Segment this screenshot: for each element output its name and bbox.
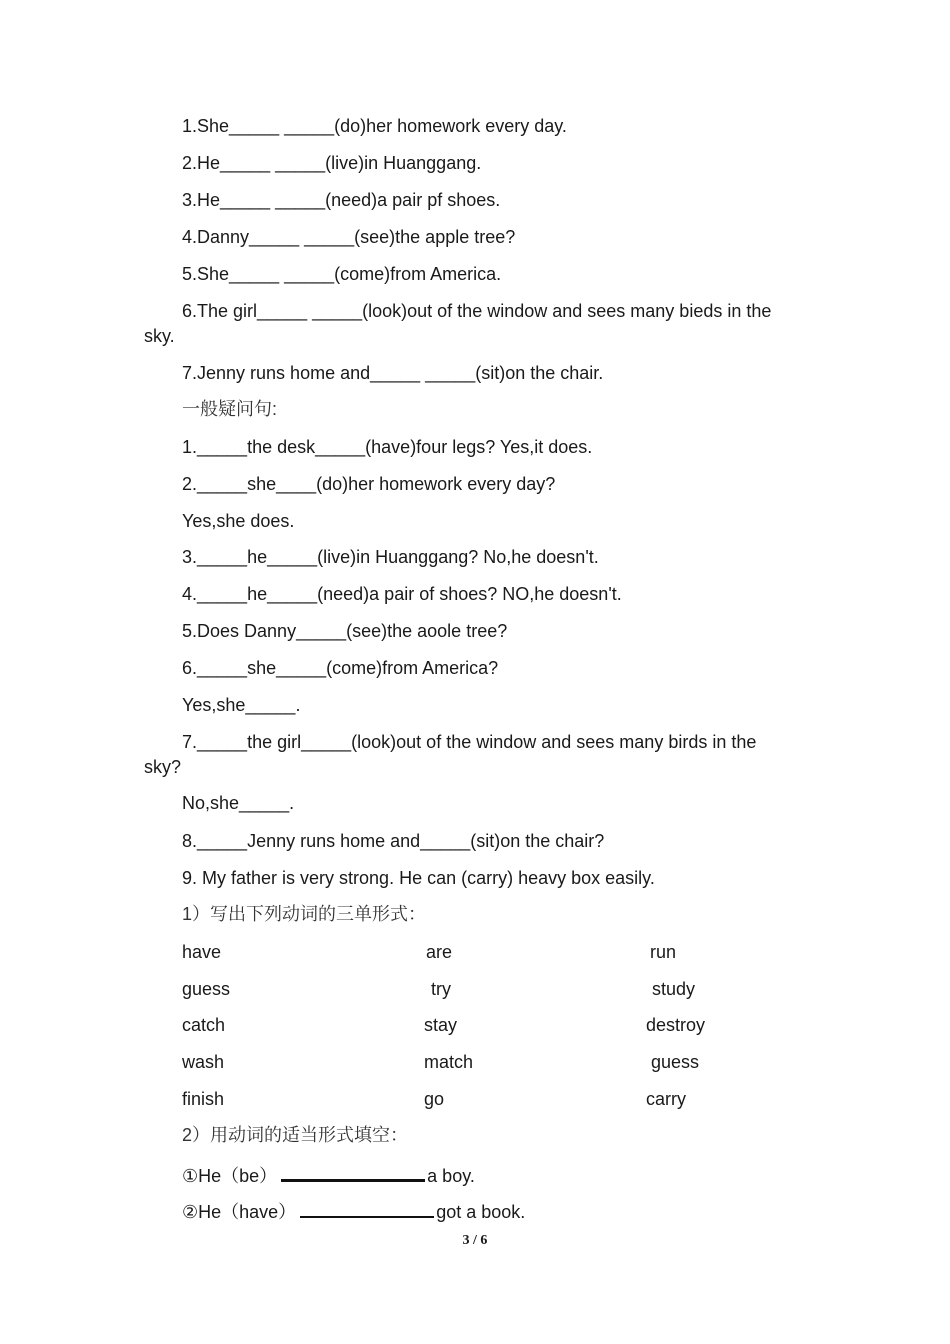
page-number: 3 / 6	[462, 1233, 488, 1248]
question-line: 3._____he_____(live)in Huanggang? No,he doesn't.	[182, 547, 599, 567]
verb-word: have	[182, 942, 222, 962]
answer-blank[interactable]	[281, 1160, 425, 1182]
question-line: 9. My father is very strong. He can (carry) heavy box easily.	[182, 868, 655, 888]
question-line: 8._____Jenny runs home and_____(sit)on the chair?	[182, 831, 605, 851]
fill-blank-item	[182, 1160, 475, 1188]
verb-word: guess	[651, 1052, 700, 1072]
fill-blank-prefix: ①He（be）	[182, 1166, 278, 1186]
verb-word: are	[426, 942, 453, 962]
question-line: 5.Does Danny_____(see)the aoole tree?	[182, 621, 508, 641]
section-heading-third-person: 1）写出下列动词的三单形式：	[182, 904, 427, 924]
verb-word: wash	[182, 1052, 225, 1072]
answer-blank[interactable]	[300, 1197, 434, 1218]
fill-blank-prefix: ②He（have）	[182, 1202, 297, 1222]
exercise-line: 7.Jenny runs home and_____ _____(sit)on the chair.	[182, 363, 604, 383]
question-line: 2._____she____(do)her homework every day?	[182, 474, 556, 494]
exercise-line: 5.She_____ _____(come)from America.	[182, 264, 502, 284]
fill-blank-suffix: got a book.	[436, 1202, 526, 1222]
verb-word: match	[424, 1052, 474, 1072]
verb-word: guess	[182, 979, 231, 999]
question-line: 1._____the desk_____(have)four legs? Yes,it does.	[182, 437, 593, 457]
exercise-line: 6.The girl_____ _____(look)out of the window and sees many bieds in the	[182, 301, 772, 321]
answer-line: No,she_____.	[182, 793, 295, 813]
fill-blank-suffix: a boy.	[427, 1166, 475, 1186]
fill-blank-item	[182, 1197, 525, 1224]
verb-word: finish	[182, 1089, 225, 1109]
answer-line: Yes,she_____.	[182, 695, 301, 715]
question-line-continuation: sky?	[144, 757, 182, 777]
verb-word: study	[652, 979, 696, 999]
question-line: 6._____she_____(come)from America?	[182, 658, 499, 678]
verb-word: stay	[424, 1015, 458, 1035]
verb-word: catch	[182, 1015, 226, 1035]
section-heading-fill-blanks: 2）用动词的适当形式填空：	[182, 1125, 409, 1145]
exercise-line: 3.He_____ _____(need)a pair pf shoes.	[182, 190, 501, 210]
verb-word: run	[650, 942, 677, 962]
question-line: 7._____the girl_____(look)out of the window and sees many birds in the	[182, 732, 757, 752]
answer-line: Yes,she does.	[182, 511, 295, 531]
exercise-line: 4.Danny_____ _____(see)the apple tree?	[182, 227, 516, 247]
section-heading-general-questions: 一般疑问句:	[182, 399, 278, 419]
verb-word: try	[431, 979, 451, 999]
exercise-line: 1.She_____ _____(do)her homework every day.	[182, 116, 567, 136]
exercise-line-continuation: sky.	[144, 326, 175, 346]
exercise-line: 2.He_____ _____(live)in Huanggang.	[182, 153, 482, 173]
verb-word: go	[424, 1089, 445, 1109]
question-line: 4._____he_____(need)a pair of shoes? NO,he doesn't.	[182, 584, 622, 604]
verb-word: carry	[646, 1089, 686, 1109]
verb-word: destroy	[646, 1015, 706, 1035]
